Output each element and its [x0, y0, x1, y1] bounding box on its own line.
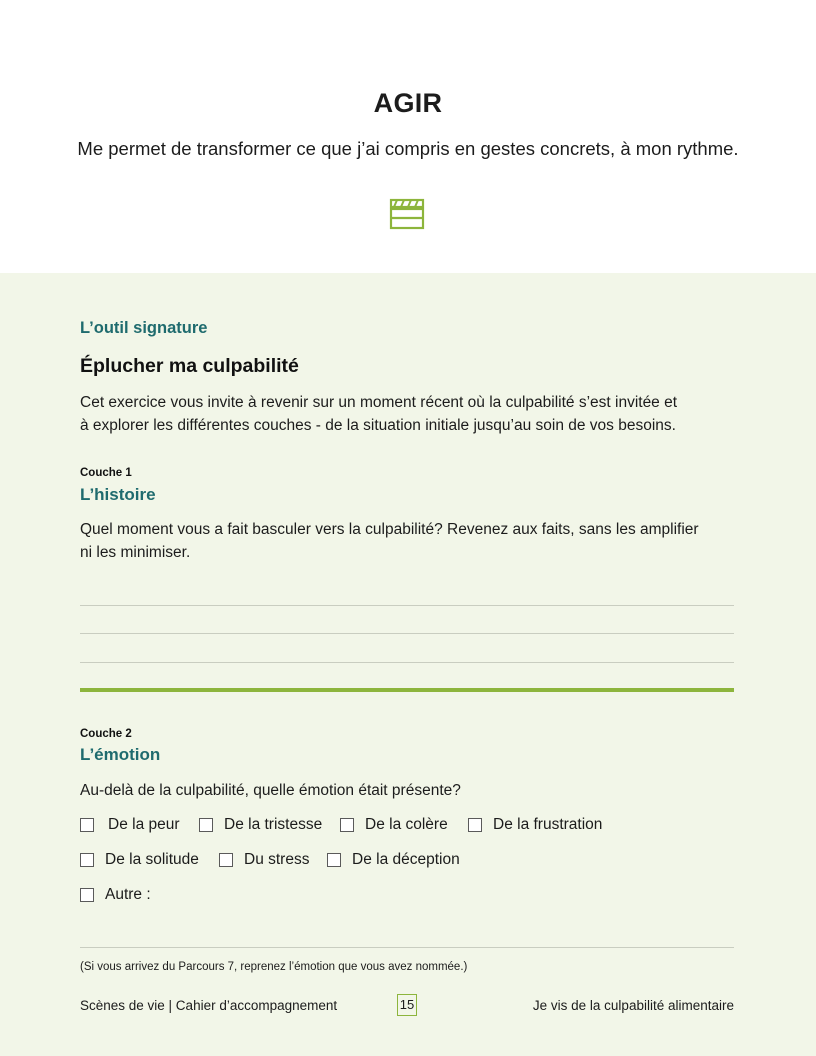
footer-right: Je vis de la culpabilité alimentaire — [532, 998, 734, 1013]
layer1-question-line: ni les minimiser. — [80, 544, 191, 561]
header-section — [0, 0, 816, 273]
option-label: De la frustration — [493, 816, 603, 833]
checkbox[interactable] — [340, 818, 354, 832]
tool-title: Éplucher ma culpabilité — [80, 355, 299, 377]
tool-label: L’outil signature — [80, 319, 208, 337]
option-anger[interactable] — [340, 816, 448, 834]
option-label: De la colère — [365, 816, 448, 833]
layer1-question — [80, 518, 740, 564]
layer2-question: Au-delà de la culpabilité, quelle émotion était présente? — [80, 782, 461, 799]
option-stress[interactable] — [219, 851, 309, 869]
option-label: Du stress — [244, 851, 310, 868]
layer1-number: Couche 1 — [80, 467, 132, 479]
page-number: 15 — [397, 994, 417, 1016]
checkbox[interactable] — [80, 853, 94, 867]
option-label: De la peur — [108, 816, 180, 833]
checkbox[interactable] — [80, 818, 94, 832]
section-divider — [80, 688, 734, 692]
checkbox[interactable] — [80, 888, 94, 902]
note: (Si vous arrivez du Parcours 7, reprenez l’émotion que vous avez nommée.) — [80, 961, 468, 973]
checkbox[interactable] — [327, 853, 341, 867]
page-title: AGIR — [373, 88, 443, 118]
answer-line-2[interactable] — [80, 633, 734, 634]
option-disappointment[interactable] — [327, 851, 460, 869]
answer-line-3[interactable] — [80, 662, 734, 663]
checkbox[interactable] — [199, 818, 213, 832]
option-label: Autre : — [105, 886, 151, 903]
option-label: De la déception — [352, 851, 460, 868]
option-other[interactable] — [80, 886, 151, 904]
answer-line-1[interactable] — [80, 605, 734, 606]
tool-intro-line: Cet exercice vous invite à revenir sur un moment récent où la culpabilité s’est invitée et — [80, 394, 678, 411]
layer2-number: Couche 2 — [80, 728, 132, 740]
layer2-title: L’émotion — [80, 745, 161, 764]
option-fear[interactable] — [80, 816, 180, 834]
option-label: De la solitude — [105, 851, 199, 868]
layer1-title: L’histoire — [80, 485, 156, 504]
tool-intro — [80, 391, 740, 437]
answer-line-other[interactable] — [80, 947, 734, 948]
tool-intro-line: à explorer les différentes couches - de la situation initiale jusqu’au soin de vos besoins. — [80, 417, 676, 434]
option-sadness[interactable] — [199, 816, 322, 834]
option-label: De la tristesse — [224, 816, 323, 833]
clapperboard-icon — [389, 197, 425, 231]
page-subtitle: Me permet de transformer ce que j’ai compris en gestes concrets, à mon rythme. — [77, 138, 739, 159]
layer1-question-line: Quel moment vous a fait basculer vers la culpabilité? Revenez aux faits, sans les amplifier — [80, 521, 699, 538]
option-frustration[interactable] — [468, 816, 602, 834]
checkbox[interactable] — [219, 853, 233, 867]
footer-left: Scènes de vie | Cahier d’accompagnement — [80, 998, 338, 1013]
checkbox[interactable] — [468, 818, 482, 832]
option-loneliness[interactable] — [80, 851, 199, 869]
